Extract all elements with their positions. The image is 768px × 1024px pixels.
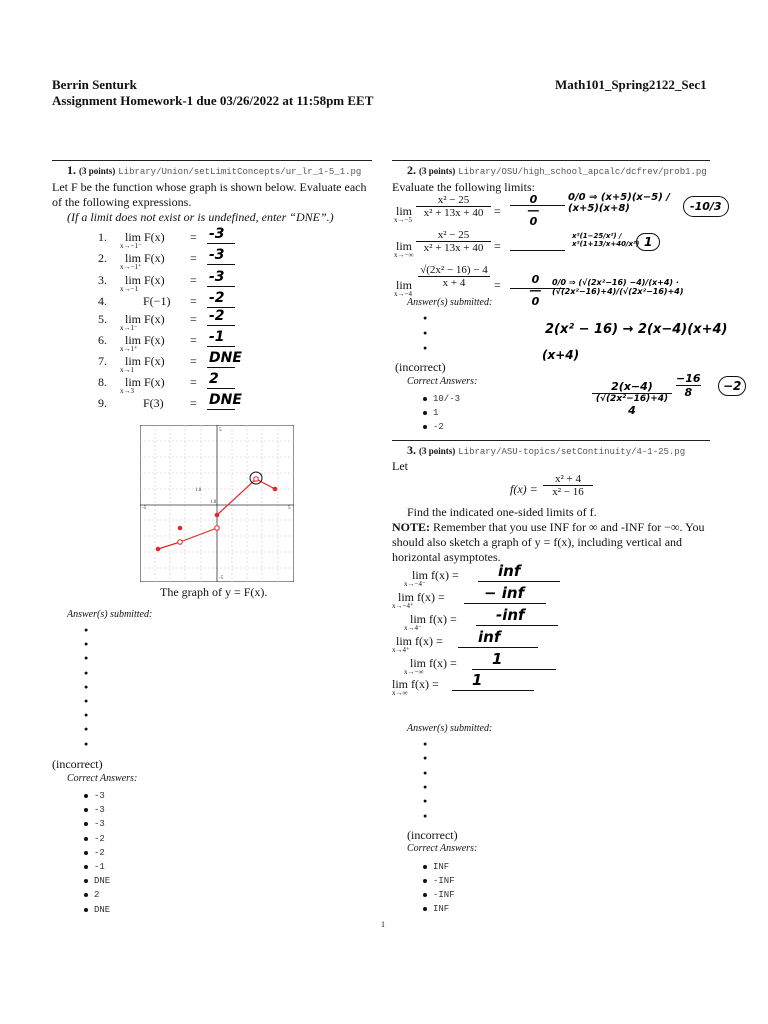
correct-answer-item [423,875,455,886]
item-expression: F(3) [143,396,164,410]
bullet-dot [423,865,427,869]
x-max-label: 5 [288,506,291,511]
limit-subscript: x→4⁺ [392,646,410,654]
graph-point-open [215,526,220,531]
bullet-dot [84,879,88,883]
hand-result: −16 8 [676,372,701,399]
item-number: 6. [98,333,107,347]
handwritten-answer: -3 [209,269,225,285]
problem-2-intro: Evaluate the following limits: [392,180,535,194]
correct-answer-value: DNE [94,904,111,915]
limit-subscript: x→−4⁺ [392,602,414,610]
divider [52,160,372,161]
hand-denominator: (x+4) [542,348,580,362]
correct-answer-item [84,875,110,886]
p3-correct-label: Correct Answers: [407,843,478,854]
correct-answer-value: -3 [94,805,105,816]
item-number: 2. [98,251,107,265]
equals-sign: = [190,312,197,326]
limit-expression: lim f(x) = [412,568,459,582]
equals-sign: = [190,273,197,287]
item-number: 3. [98,273,107,287]
correct-answer-value: -3 [94,791,105,801]
bullet-marker: ● [423,740,428,748]
limit-subscript: x→−4⁻ [404,580,426,588]
item-number: 9. [98,396,107,410]
answer-blank[interactable] [472,669,556,670]
correct-answer-item [84,904,110,915]
y-max-label: 5 [219,428,222,433]
answer-blank[interactable] [452,690,534,691]
correct-answer-value: 1 [433,408,439,418]
equals-sign: = [190,230,197,244]
bullet-marker: ● [84,711,89,720]
correct-answer-value: -INF [433,876,455,886]
bullet-dot [423,907,427,911]
hand-divide-x2: x²(1−25/x²) / x²(1+13/x+40/x²) [572,232,640,248]
bullet-dot [423,397,427,401]
bullet-dot [84,851,88,855]
bullet-marker: ● [423,314,428,322]
answer-blank[interactable] [207,264,235,265]
hand-answer-circled-3: −2 [718,376,746,396]
item-expression: lim F(x) [125,273,165,287]
p3-submitted-label: Answer(s) submitted: [407,723,493,734]
answer-blank[interactable] [207,325,235,326]
item-expression: F(−1) [143,294,171,308]
x-min-label: -5 [142,506,147,511]
limit-expression: lim f(x) = [410,656,457,670]
bullet-marker: ● [84,682,89,691]
equals-sign: = [190,294,197,308]
bullet-dot [84,865,88,869]
equals-sign: = [190,375,197,389]
limit-expression: lim f(x) = [396,634,443,648]
hand-zero-over-zero: 0 ― 0 [530,273,541,308]
correct-answer-value: -2 [94,833,105,844]
function-graph [140,425,294,582]
graph-point-open [178,540,183,545]
p3-note: NOTE: Remember that you use INF for ∞ and -INF for −∞. You should also sketch a graph of y = f(x), including vertical and horizontal asymptotes. [392,520,705,564]
problem-1-intro: Let F be the function whose graph is shown below. Evaluate each of the following expressions. [52,180,367,209]
correct-answer-item [84,833,105,844]
answer-blank[interactable] [478,581,560,582]
author-name: Berrin Senturk [52,77,137,92]
correct-answer-value: -1 [94,862,105,872]
p2-status: (incorrect) [395,360,446,374]
bullet-marker: ● [423,768,428,777]
graph-point-closed [215,513,220,518]
p3-status: (incorrect) [407,828,458,842]
assignment-title: Assignment Homework-1 due 03/26/2022 at 11:58pm EET [52,93,374,108]
handwritten-answer: -1 [209,329,225,345]
limit-expression: lim f(x) = [392,677,439,691]
correct-answer-item [423,421,444,432]
correct-answer-value: INF [433,862,450,872]
item-subscript: x→1 [120,366,134,374]
p1-correct-label: Correct Answers: [67,773,138,784]
limit-subscript: x→4⁻ [404,624,422,632]
limit-expression: lim f(x) = [410,612,457,626]
page-number: 1 [381,920,385,929]
bullet-dot [84,893,88,897]
limit-subscript: x→∞ [392,689,408,697]
handwritten-answer: 1 [492,650,503,668]
equals-sign: = [190,396,197,410]
answer-blank[interactable] [458,647,538,648]
hand-factor: 0/0 ⇒ (x+5)(x−5) / (x+5)(x+8) [568,192,670,214]
correct-answer-item [423,903,449,914]
limit-subscript: x→−∞ [404,668,424,676]
y-tick-label: 1.0 [195,488,202,493]
item-expression: lim F(x) [125,312,165,326]
bullet-dot [423,879,427,883]
limit-expression: lim f(x) = [398,590,445,604]
answer-blank[interactable] [476,625,558,626]
hand-answer-circled-2: 1 [636,233,660,251]
handwritten-answer: 2 [209,371,219,387]
divider [392,440,710,441]
problem-3-header: 3. (3 points) Library/ASU-topics/setContinuity/4-1-25.pg [407,443,686,457]
bullet-marker: ● [84,668,89,677]
bullet-dot [423,425,427,429]
p2-correct-label: Correct Answers: [407,376,478,387]
answer-blank[interactable] [207,409,235,410]
item-expression: lim F(x) [125,354,165,368]
correct-answer-item [423,861,449,872]
handwritten-answer: -3 [209,226,225,242]
equals-sign: = [190,354,197,368]
bullet-dot [84,908,88,912]
hand-simplified: 2(x−4) (√(2x²−16)+4) 4 [592,380,672,417]
bullet-dot [84,808,88,812]
graph-point-closed [156,547,161,552]
hand-expand: 2(x² − 16) → 2(x−4)(x+4) [545,322,728,337]
bullet-marker: ● [84,654,89,663]
graph-point-open [254,477,259,482]
item-number: 5. [98,312,107,326]
answer-blank[interactable] [207,243,235,244]
handwritten-answer: − inf [484,584,525,602]
correct-answer-value: 10/-3 [433,394,461,404]
handwritten-answer: -inf [496,606,525,624]
problem-1-note: (If a limit does not exist or is undefined, enter “DNE”.) [67,210,334,224]
correct-answer-item [84,804,105,815]
correct-answer-value: INF [433,904,450,914]
handwritten-answer: -2 [209,290,225,306]
p3-let: Let [392,459,408,473]
item-expression: lim F(x) [125,375,165,389]
bullet-dot [423,893,427,897]
handwritten-answer: DNE [209,392,242,408]
bullet-dot [84,794,88,798]
correct-answer-item [84,790,105,801]
correct-answer-value: -INF [433,890,455,900]
correct-answer-value: -2 [433,422,444,432]
handwritten-answer: inf [498,562,521,580]
x-tick-label: 1.0 [210,500,217,505]
answer-blank[interactable] [207,388,235,389]
correct-answer-item [423,393,460,404]
item-subscript: x→−1⁻ [120,242,142,250]
correct-answer-value: -3 [94,819,105,830]
answer-blank[interactable] [207,286,235,287]
answer-blank[interactable] [464,603,546,604]
handwritten-answer: DNE [209,350,242,366]
handwritten-answer: -3 [209,247,225,263]
answer-blank[interactable] [207,367,235,368]
p2-submitted-label: Answer(s) submitted: [407,297,493,308]
item-expression: lim F(x) [125,333,165,347]
bullet-marker: ● [84,640,89,649]
answer-blank[interactable] [207,346,235,347]
handwritten-answer: inf [478,628,501,646]
p1-status: (incorrect) [52,757,103,771]
item-expression: lim F(x) [125,230,165,244]
bullet-dot [84,837,88,841]
course-code: Math101_Spring2122_Sec1 [555,77,707,92]
correct-answer-item [84,889,99,900]
item-number: 4. [98,294,107,308]
item-number: 8. [98,375,107,389]
handwritten-answer: 1 [472,671,483,689]
handwritten-answer: -2 [209,308,225,324]
p2-answer-blank-2[interactable] [510,250,565,251]
item-subscript: x→1⁻ [120,324,138,332]
equals-sign: = [190,333,197,347]
bullet-dot [84,822,88,826]
problem-1-header: 1. (3 points) Library/Union/setLimitConcepts/ur_lr_1-5_1.pg [67,163,362,177]
item-subscript: x→3 [120,387,134,395]
graph-caption: The graph of y = F(x). [160,585,268,599]
correct-answer-item [84,847,105,858]
correct-answer-item [423,407,438,418]
bullet-marker: ● [84,739,89,748]
bullet-marker: ● [84,697,89,705]
hand-zero-over-zero: 0 ― 0 [528,193,539,228]
graph-point-closed [178,526,183,531]
correct-answer-item [423,889,455,900]
bullet-marker: ● [423,754,428,763]
bullet-marker: ● [423,797,428,806]
correct-answer-value: DNE [94,876,111,887]
hand-answer-circled-1: -10/3 [683,196,729,217]
p3-find: Find the indicated one-sided limits of f. [407,505,597,519]
correct-answer-item [84,861,105,872]
correct-answer-value: 2 [94,890,100,901]
item-number: 1. [98,230,107,244]
bullet-marker: ● [84,725,89,734]
bullet-marker: ● [423,329,428,337]
item-number: 7. [98,354,107,368]
bullet-dot [423,411,427,415]
divider [392,160,710,161]
item-expression: lim F(x) [125,251,165,265]
problem-2-header: 2. (3 points) Library/OSU/high_school_apcalc/dcfrev/prob1.pg [407,163,707,177]
equals-sign: = [190,251,197,265]
p1-submitted-label: Answer(s) submitted: [67,609,153,620]
correct-answer-value: -2 [94,847,105,858]
correct-answer-item [84,818,105,829]
y-min-label: -5 [219,576,224,581]
item-subscript: x→−1⁺ [120,263,142,271]
graph-point-closed [273,487,278,492]
bullet-marker: ● [423,344,428,352]
bullet-marker: ● [423,811,428,820]
item-subscript: x→−1 [120,285,138,293]
bullet-marker: ● [84,626,89,634]
hand-conjugate: 0/0 ⇒ (√(2x²−16) −4)/(x+4) · (√(2x²−16)+4)/(√(2x²−16)+4) [552,278,684,296]
item-subscript: x→1⁺ [120,345,138,353]
bullet-marker: ● [423,782,428,791]
